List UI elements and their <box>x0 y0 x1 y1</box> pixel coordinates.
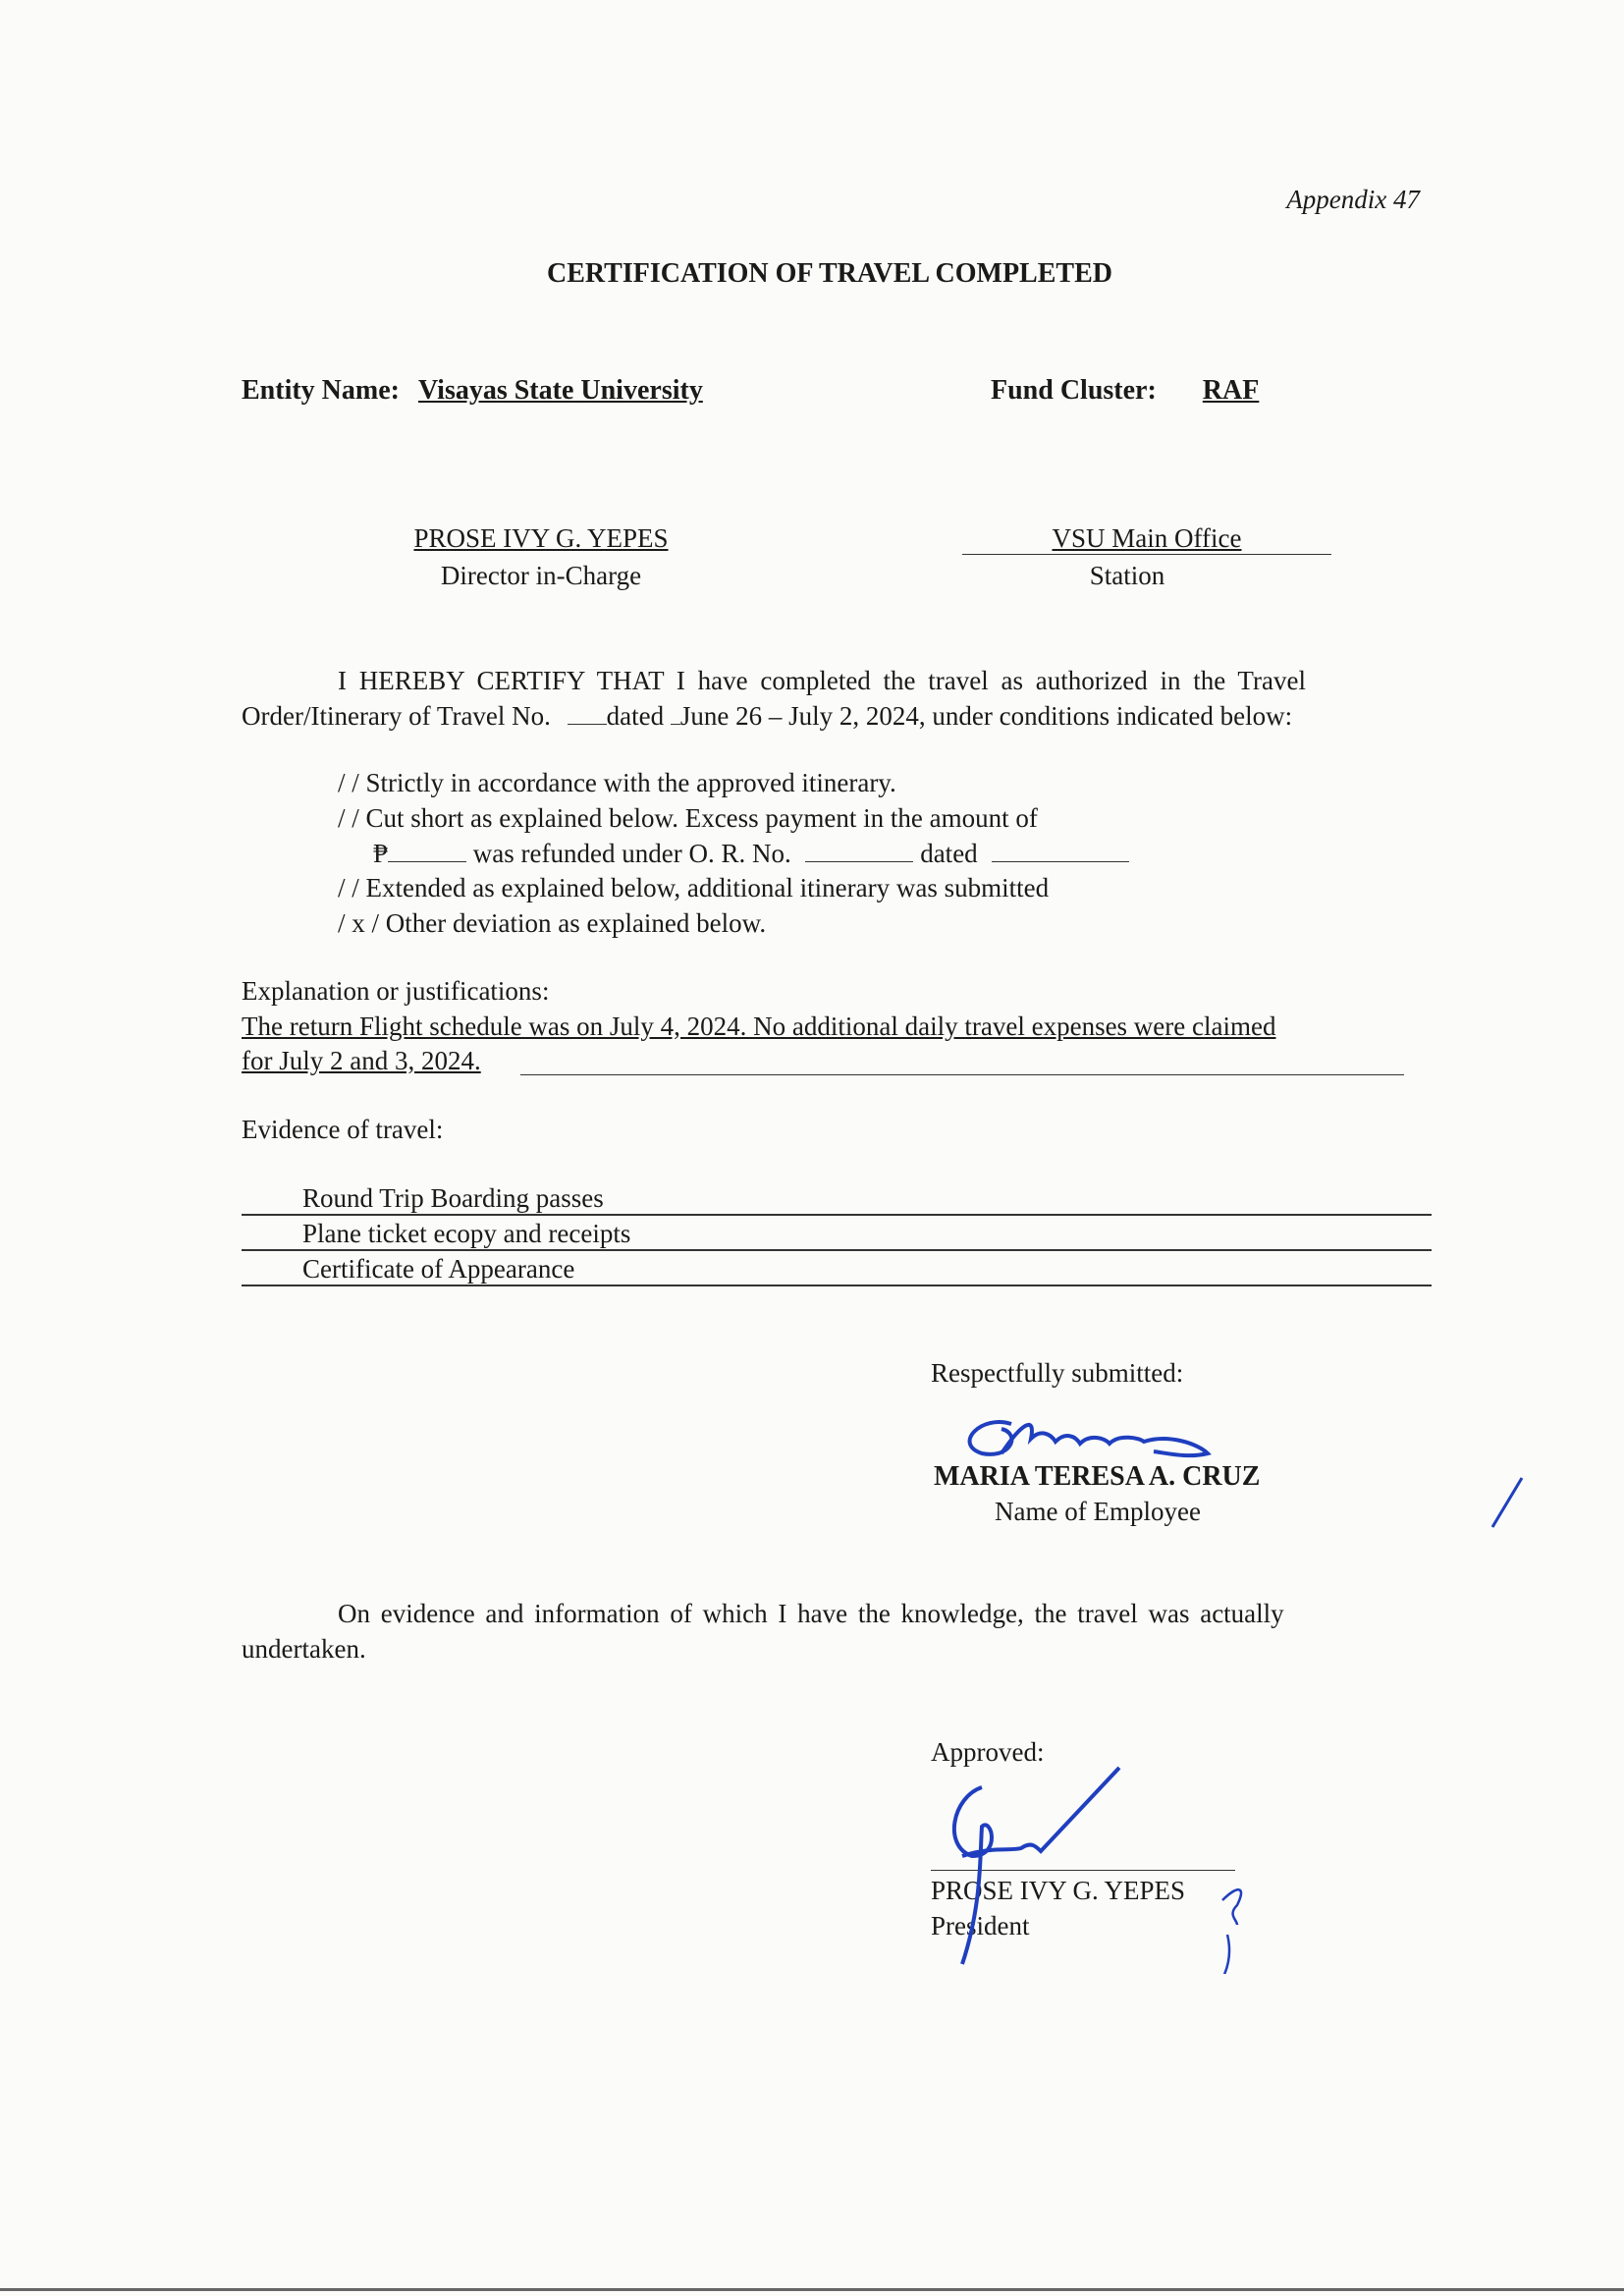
condition-item-selected: / x / Other deviation as explained below. <box>338 908 767 938</box>
fund-cluster-label: Fund Cluster: <box>991 375 1157 406</box>
station-label: Station <box>1089 561 1165 590</box>
approver-name: PROSE IVY G. YEPES <box>931 1876 1186 1905</box>
entity-name-value: Visayas State University <box>417 375 703 406</box>
employee-name: MARIA TERESA A. CRUZ <box>934 1461 1261 1492</box>
appendix-label: Appendix 47 <box>1286 185 1420 214</box>
condition-item: / / Strictly in accordance with the approved itinerary. <box>338 768 896 797</box>
evidence-item: Plane ticket ecopy and receipts <box>302 1219 631 1248</box>
approver-signature <box>943 1758 1267 1974</box>
travel-no-label: Order/Itinerary of Travel No. <box>242 701 551 731</box>
station-name: VSU Main Office <box>1052 523 1242 553</box>
dated-label: dated <box>606 701 665 731</box>
fund-cluster-row <box>991 377 1259 405</box>
certify-line-1: I HEREBY CERTIFY THAT I have completed the travel as authorized in the Travel <box>338 666 1306 695</box>
condition-item: / / Cut short as explained below. Excess payment in the amount of <box>338 803 1038 833</box>
condition-item: / / Extended as explained below, additional itinerary was submitted <box>338 873 1050 902</box>
official-name: PROSE IVY G. YEPES <box>413 523 669 553</box>
refund-line <box>373 841 1129 867</box>
employee-label: Name of Employee <box>995 1497 1201 1526</box>
certify-line-2 <box>242 703 1292 730</box>
document-title: CERTIFICATION OF TRAVEL COMPLETED <box>547 258 1112 289</box>
evidence-label: Evidence of travel: <box>242 1115 444 1144</box>
submitted-label: Respectfully submitted: <box>931 1358 1184 1388</box>
ink-mark <box>1488 1473 1527 1532</box>
attestation-line-2: undertaken. <box>242 1634 366 1664</box>
explanation-line-1: The return Flight schedule was on July 4, 2024. No additional daily travel expenses were claimed <box>242 1011 1276 1041</box>
official-title: Director in-Charge <box>440 561 642 590</box>
evidence-item: Round Trip Boarding passes <box>302 1183 604 1213</box>
entity-name-row <box>242 377 732 405</box>
explanation-label: Explanation or justifications: <box>242 976 550 1006</box>
peso-sign: ₱ <box>373 839 389 868</box>
approved-label: Approved: <box>931 1737 1045 1767</box>
explanation-line-2: for July 2 and 3, 2024. <box>242 1046 481 1075</box>
entity-name-label: Entity Name: <box>242 375 400 406</box>
evidence-item: Certificate of Appearance <box>302 1254 575 1284</box>
fund-cluster-value: RAF <box>1202 375 1260 406</box>
scan-edge <box>0 2288 1624 2291</box>
refund-dated: dated <box>920 839 978 868</box>
travel-dates: June 26 – July 2, 2024, under conditions indicated below: <box>679 701 1293 731</box>
approver-title: President <box>931 1911 1030 1941</box>
travel-no-blank <box>568 704 607 725</box>
refund-text: was refunded under O. R. No. <box>472 839 791 868</box>
attestation-line-1: On evidence and information of which I have the knowledge, the travel was actually <box>338 1599 1284 1628</box>
